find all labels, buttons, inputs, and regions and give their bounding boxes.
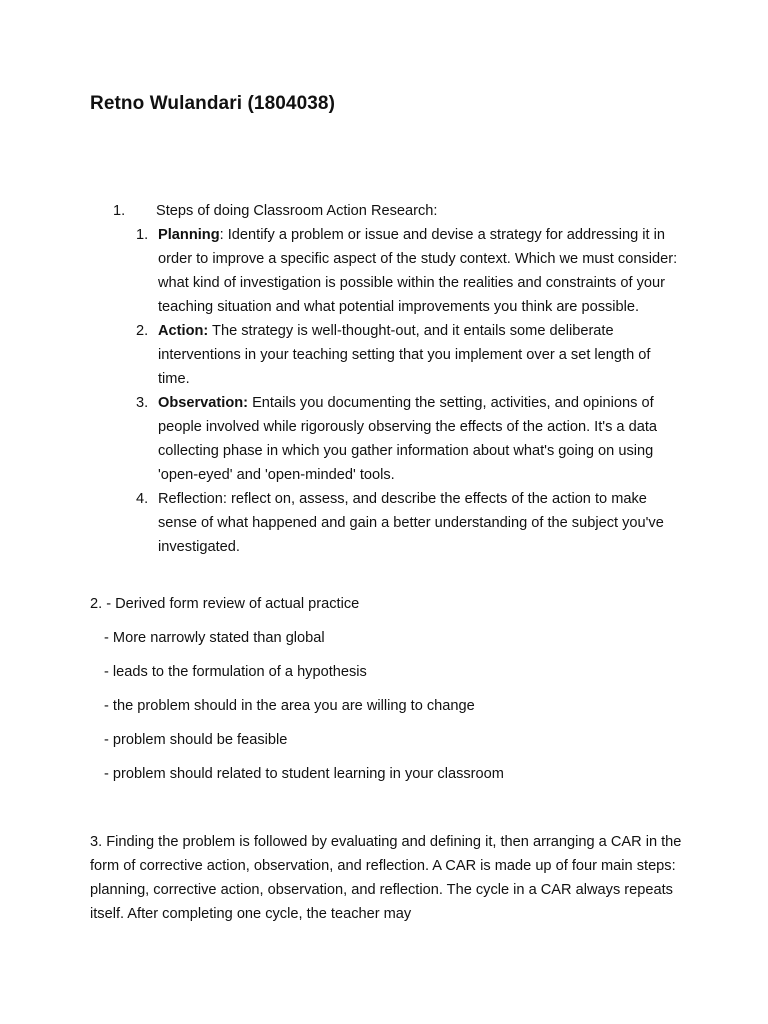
list-item: - the problem should in the area you are willing to change	[104, 698, 475, 714]
question-1-heading-line	[90, 199, 710, 223]
step-text: The strategy is well-thought-out, and it entails some deliberate interventions in your teaching setting that you implement over a set length of time.	[158, 323, 651, 387]
step-planning	[90, 223, 678, 319]
research-steps-list	[90, 223, 710, 559]
question-3-paragraph: 3. Finding the problem is followed by evaluating and defining it, then arranging a CAR in the form of corrective action, observation, and reflection. A CAR is made up of four main steps: planning, corrective action, observation, and reflection. The cycle in a CAR always repeats itself. After completing one cycle, the teacher may	[90, 834, 682, 922]
step-term: Action:	[158, 323, 209, 339]
question-2-points	[90, 626, 504, 786]
step-observation	[90, 391, 678, 487]
list-item: - leads to the formulation of a hypothesis	[104, 664, 367, 680]
step-number: 4.	[136, 491, 149, 507]
page-title: Retno Wulandari (1804038)	[90, 93, 336, 114]
list-item: - problem should be feasible	[104, 732, 288, 748]
step-text: Reflection: reflect on, assess, and describe the effects of the action to make sense of what happened and gain a better understanding of the subject you've investigated.	[158, 491, 664, 555]
step-number: 1.	[136, 227, 149, 243]
step-term: Observation:	[158, 395, 249, 411]
step-reflection	[90, 487, 678, 559]
step-number: 3.	[136, 395, 149, 411]
step-action	[90, 319, 678, 391]
question-1-number: 1.	[113, 203, 126, 219]
list-item: - problem should related to student learning in your classroom	[104, 766, 504, 782]
list-item: - More narrowly stated than global	[104, 630, 325, 646]
question-2-heading: 2. - Derived form review of actual practice	[90, 596, 360, 612]
step-text: : Identify a problem or issue and devise a strategy for addressing it in order to improve a specific aspect of the study context. Which we must consider: what kind of investigation is possible within the realities and constraints of your teaching situation and what potential improvements you think are possible.	[158, 227, 678, 315]
question-1-heading: Steps of doing Classroom Action Research:	[156, 203, 438, 219]
step-text: Entails you documenting the setting, activities, and opinions of people involved while rigorously observing the effects of the action. It's a data collecting phase in which you gather information about what's going on using 'open-eyed' and 'open-minded' tools.	[158, 395, 658, 483]
step-term: Planning	[158, 227, 220, 243]
question-2	[90, 592, 504, 786]
question-1	[90, 199, 710, 559]
step-number: 2.	[136, 323, 149, 339]
